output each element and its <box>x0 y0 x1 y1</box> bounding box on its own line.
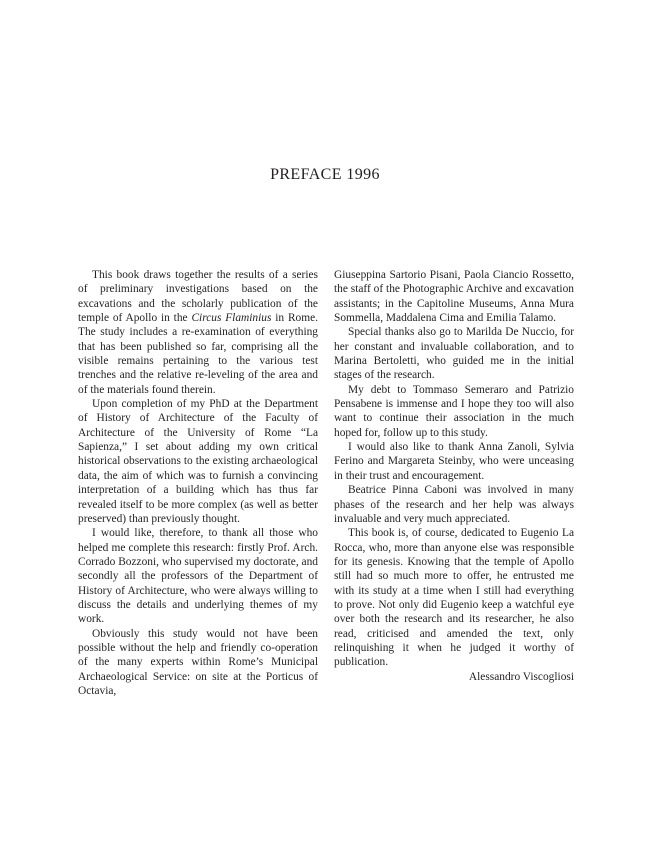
paragraph-text: This book draws together the results of a series of preliminary investigations based on the excavations and the scholarly publication of the temple of Apollo in the <box>78 269 318 325</box>
paragraph-archaeological-service: Obviously this study would not have been possible without the help and friendly co-operation of the many experts within Rome’s Municipal Archaeological Service: on site at the Porticus of Octavia, <box>78 627 318 697</box>
paragraph-trust: I would also like to thank Anna Zanoli, Sylvia Ferino and Margareta Steinby, who were unceasing in their trust and encouragement. <box>334 441 574 482</box>
paragraph-archaeological-service-continued: Giuseppina Sartorio Pisani, Paola Ciancio Rossetto, the staff of the Photographic Archive and excavation assistants; in the Capitoline Museums, Anna Mura Sommella, Maddalena Cima and Emilia Talamo. <box>334 269 574 325</box>
author-signature: Alessandro Viscogliosi <box>468 670 574 683</box>
paragraph-caboni: Beatrice Pinna Caboni was involved in many phases of the research and her help was always invaluable and very much appreciated. <box>334 484 574 525</box>
paragraph-special-thanks: Special thanks also go to Marilda De Nuccio, for her constant and invaluable collaboration, and to Marina Bertoletti, who guided me in the initial stages of the research. <box>334 326 574 382</box>
paragraph-dedication: This book is, of course, dedicated to Eugenio La Rocca, who, more than anyone else was responsible for its genesis. Knowing that the temple of Apollo still had so much more to offer, he entrusted me with its study at a time when I still had everything to prove. Not only did Eugenio keep a watchful eye over both the research and its researcher, he also read, criticised and amended the text, only relinquishing it when he judged it worthy of publication. <box>334 527 574 669</box>
right-text-column <box>334 268 574 684</box>
italic-term-circus-flaminius: Circus Flaminius <box>191 312 272 325</box>
paragraph-thanks-supervisors: I would like, therefore, to thank all those who helped me complete this research: firstly Prof. Arch. Corrado Bozzoni, who supervised my doctorate, and secondly all the professors of the Department of History of Architecture, who were always willing to discuss the details and underlying themes of my work. <box>78 527 318 626</box>
paragraph-text: in Rome. The study includes a re-examination of everything that has been published so far, comprising all the visible remains pertaining to the various test trenches and the relative re-leveling of the area and of the materials found therein. <box>78 312 318 396</box>
paragraph-introduction <box>78 268 318 397</box>
paragraph-debt: My debt to Tommaso Semeraro and Patrizio Pensabene is immense and I hope they too will also want to continue their association in the much hoped for, follow up to this study. <box>334 383 574 439</box>
left-text-column <box>78 268 318 698</box>
paragraph-phd: Upon completion of my PhD at the Department of History of Architecture of the Faculty of Architecture of the University of Rome “La Sapienza,” I set about adding my own critical historical observations to the existing archaeological data, the aim of which was to furnish a convincing interpretation of a building which has thus far revealed itself to be more complex (as well as better preserved) than previously thought. <box>78 398 318 525</box>
page-title: PREFACE 1996 <box>270 166 380 183</box>
